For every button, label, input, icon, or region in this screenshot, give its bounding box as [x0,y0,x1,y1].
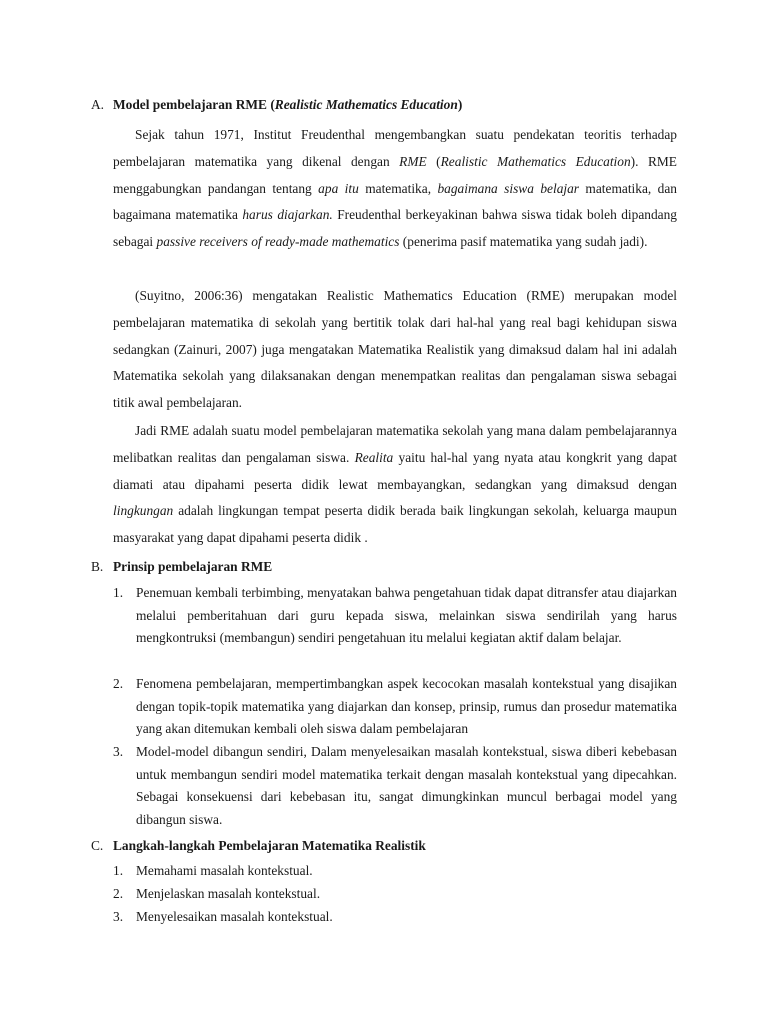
list-item-text: Menjelaskan masalah kontekstual. [136,886,321,901]
list-item-number: 2. [113,886,124,901]
list-item-number: 3. [113,744,124,759]
section-a-letter: A. [91,97,105,112]
list-item-text: Penemuan kembali terbimbing, menyatakan bahwa pengetahuan tidak dapat ditransfer atau diajarkan melalui pemberitahuan dari guru kepada siswa, melainkan siswa sendirilah yang harus mengkontruksi (membangun) sendiri pengetahuan itu melalui kegiatan aktif dalam belajar. [136,585,677,646]
list-item [113,860,677,883]
list-item-text: Menyelesaikan masalah kontekstual. [136,909,333,924]
section-c-title: Langkah-langkah Pembelajaran Matematika Realistik [113,838,426,853]
list-item-text: Fenomena pembelajaran, mempertimbangkan aspek kecocokan masalah kontekstual yang disajikan dengan topik-topik matematika yang diajarkan dan konsep, prinsip, rumus dan prosedur matematika yang akan ditemukan kembali oleh siswa dalam pembelajaran [136,676,677,737]
section-b-letter: B. [91,559,104,574]
list-item-number: 1. [113,585,124,600]
section-a-title: Model pembelajaran RME (Realistic Mathematics Education) [113,97,463,112]
list-item [113,741,677,832]
section-a-paragraph-2: (Suyitno, 2006:36) mengatakan Realistic Mathematics Education (RME) merupakan model pembelajaran matematika di sekolah yang bertitik tolak dari hal-hal yang real bagi kehidupan siswa sedangkan (Zainuri, 2007) juga mengatakan Matematika Realistik yang dimaksud dalam hal ini adalah Matematika sekolah yang dilaksanakan dengan menempatkan realitas dan pengalaman siswa sebagai titik awal pembelajaran. [113,288,677,411]
list-item-text: Model-model dibangun sendiri, Dalam menyelesaikan masalah kontekstual, siswa diberi kebebasan untuk membangun sendiri model matematika terkait dengan masalah kontekstual yang dipecahkan. Sebagai konsekuensi dari kebebasan itu, sangat dimungkinkan muncul berbagai model yang dibangun siswa. [136,744,677,828]
section-b-title: Prinsip pembelajaran RME [113,559,273,574]
section-a-paragraph-3: Jadi RME adalah suatu model pembelajaran matematika sekolah yang mana dalam pembelajarannya melibatkan realitas dan pengalaman siswa. Realita yaitu hal-hal yang nyata atau kongkrit yang dapat diamati atau dipahami peserta didik lewat membayangkan, sedangkan yang dimaksud dengan lingkungan adalah lingkungan tempat peserta didik berada baik lingkungan sekolah, keluarga maupun masyarakat yang dapat dipahami peserta didik . [113,423,678,546]
list-item-text: Memahami masalah kontekstual. [136,863,313,878]
list-item [113,883,677,906]
list-item-number: 1. [113,863,124,878]
section-a-paragraph-1: Sejak tahun 1971, Institut Freudenthal mengembangkan suatu pendekatan teoritis terhadap pembelajaran matematika yang dikenal dengan RME (Realistic Mathematics Education). RME menggabungkan pandangan tentang apa itu matematika, bagaimana siswa belajar matematika, dan bagaimana matematika harus diajarkan. Freudenthal berkeyakinan bahwa siswa tidak boleh dipandang sebagai passive receivers of ready-made mathematics (penerima pasif matematika yang sudah jadi). [113,127,677,250]
list-item [113,906,677,929]
list-item-number: 2. [113,676,124,691]
list-item [113,673,677,741]
list-item-number: 3. [113,909,124,924]
section-c-letter: C. [91,838,104,853]
list-item [113,582,677,650]
